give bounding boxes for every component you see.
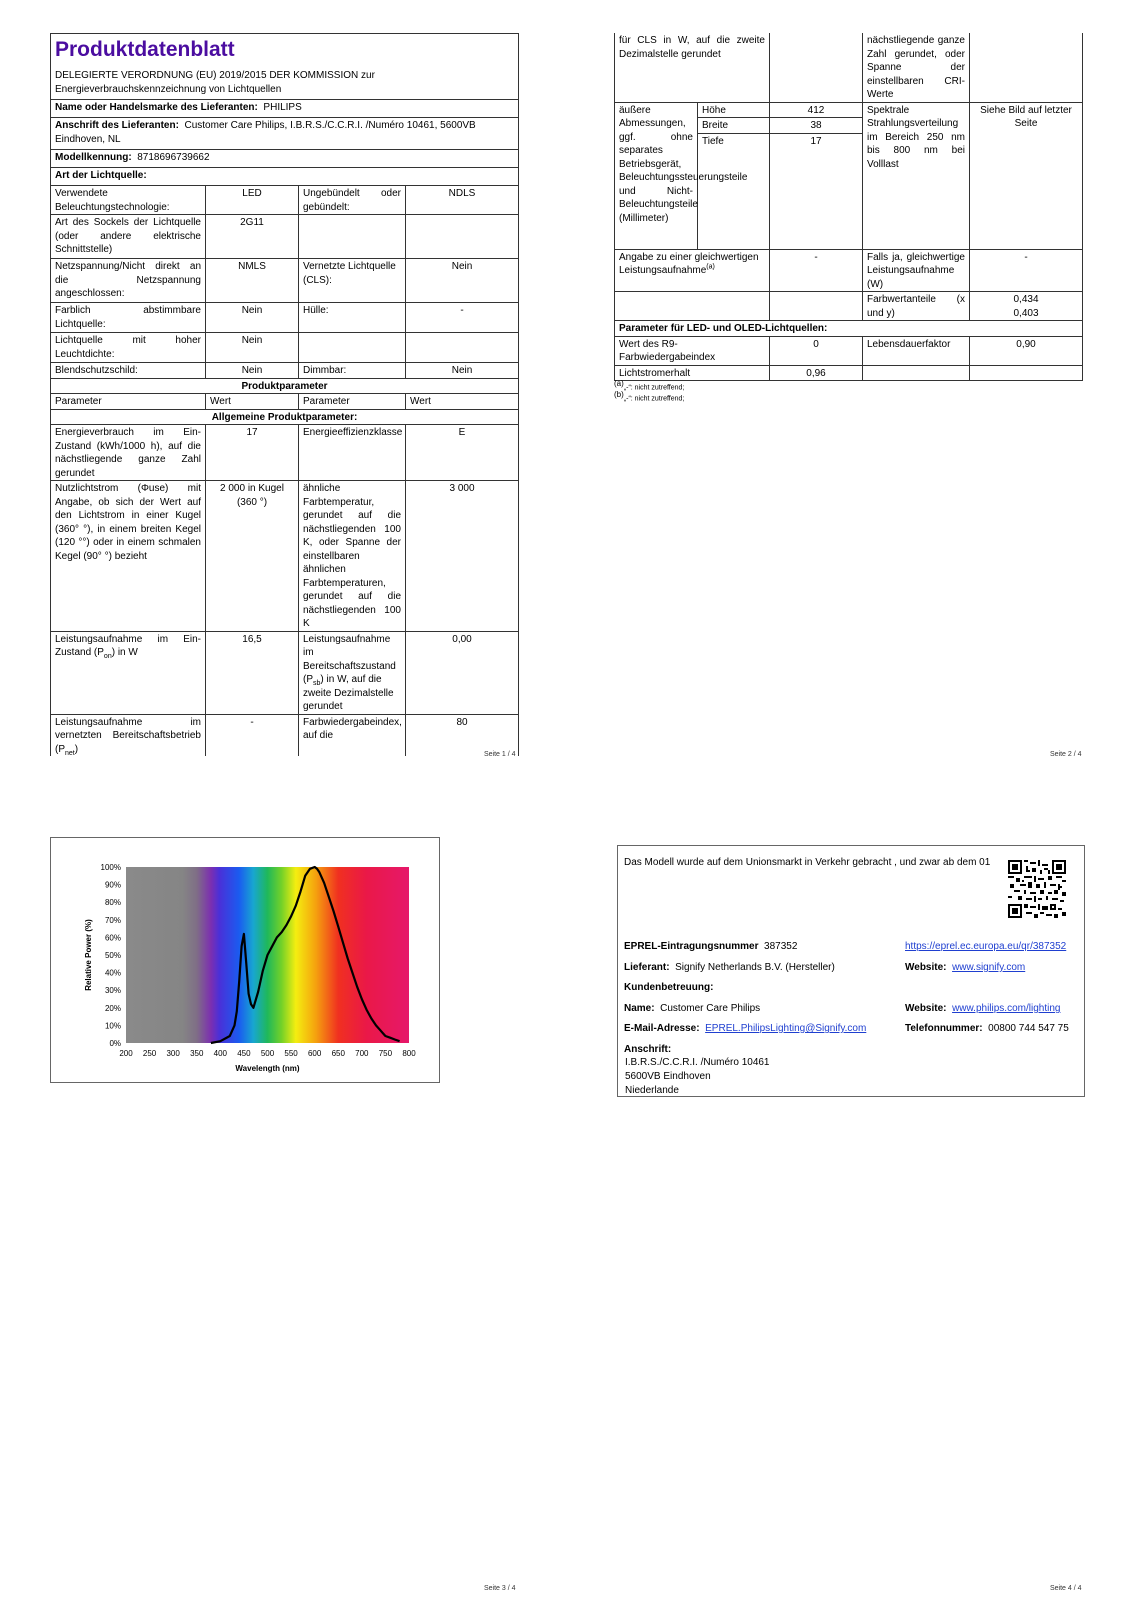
life-label: Lebensdauerfaktor [863,336,970,365]
equiv-power-label: Falls ja, gleichwertige Leistungsaufnahme (W) [863,249,970,292]
phone-value: 00800 744 547 75 [988,1023,1069,1034]
eprel-label: EPREL-Eintragungsnummer [624,941,759,952]
x-tick-label: 650 [331,1049,345,1058]
row-label: ähnliche Farbtemperatur, gerundet auf die nächstliegenden 100 K, oder Spanne der einstellbaren ähnlichen Farbtemperaturen, gerundet auf die nächstliegenden 100 K [299,481,406,632]
chroma-label: Farbwertanteile (x und y) [863,292,970,321]
flux-value: 0,96 [770,365,863,381]
website-row-2 [905,1003,1060,1014]
y-tick-label: 90% [104,880,121,890]
x-tick-label: 500 [260,1049,275,1058]
supplier-value: Signify Netherlands B.V. (Hersteller) [675,962,835,973]
table-row [51,631,519,714]
dim-name: Höhe [698,102,770,118]
website-link-philips[interactable]: www.philips.com/lighting [952,1003,1061,1014]
y-tick-label: 40% [104,968,121,978]
equiv-power-value: - [970,249,1083,292]
care-heading: Kundenbetreuung: [624,982,714,993]
eprel-row [624,941,797,952]
dims-label: äußere Abmessungen, ggf. ohne separates Betriebsgerät, Beleuchtungssteuerungsteile und Nicht-Beleuchtungsteile (Millimeter) [615,102,698,249]
address-value: Customer Care Philips, I.B.R.S./C.C.R.I. /Numéro 10461, 5600VB Eindhoven, NL [55,120,476,145]
r9-value: 0 [770,336,863,365]
row-label: Lichtquelle mit hoher Leuchtdichte: [51,333,206,363]
row-label: Leistungsaufnahme im Ein-Zustand $(P_{on})$ in W [51,631,206,714]
website-row-1 [905,962,1025,973]
y-tick-label: 10% [104,1021,121,1031]
dim-value: 17 [770,133,863,249]
eprel-value: 387352 [764,941,798,952]
address-line-3: Niederlande [625,1085,679,1096]
row-label: nächstliegende ganze Zahl gerundet, oder Spanne der einstellbaren CRI-Werte [863,33,970,102]
page-number-1: Seite 1 / 4 [484,751,516,758]
x-tick-label: 200 [119,1049,133,1058]
address-line-1: I.B.R.S./C.C.R.I. /Numéro 10461 [625,1057,770,1068]
r9-label: Wert des R9-Farbwiedergabeindex [615,336,770,365]
dim-name: Tiefe [698,133,770,249]
row-value: 2 000 in Kugel (360 °) [206,481,299,632]
table-row [51,259,519,303]
row-label: Art des Sockels der Lichtquelle (oder andere elektrische Schnittstelle) [51,215,206,259]
y-tick-label: 70% [104,915,121,925]
x-tick-label: 300 [166,1049,180,1058]
model-label: Modellkennung: [55,152,132,163]
table-row [51,186,519,215]
y-tick-label: 30% [104,986,121,996]
general-params-heading: Allgemeine Produktparameter: [51,409,519,425]
datasheet-table-page1 [50,33,519,756]
row-value [770,33,863,102]
page-title: Produktdatenblatt [55,38,235,61]
supplier-value: PHILIPS [263,102,302,113]
supplier-row [624,962,835,973]
y-tick-label: 20% [104,1003,121,1013]
datasheet-table-page2 [614,33,1083,381]
table-row [615,249,1083,292]
row-label: Ungebündelt oder gebündelt: [299,186,406,215]
flux-label: Lichtstromerhalt [615,365,770,381]
page-number-4: Seite 4 / 4 [1050,1585,1082,1592]
address-label: Anschrift des Lieferanten: [55,120,179,131]
row-label [299,215,406,259]
row-value: Nein [206,363,299,379]
row-value: 2G11 [206,215,299,259]
row-label: für CLS in W, auf die zweite Dezimalstelle gerundet [615,33,770,102]
y-tick-label: 50% [104,951,121,960]
supplier-label: Name oder Handelsmarke des Lieferanten: [55,102,258,113]
chroma-values: 0,434 0,403 [970,292,1083,321]
eprel-info-box [617,845,1085,1097]
page-2 [614,33,1082,403]
table-row [51,333,519,363]
row-value: Nein [406,259,519,303]
equiv-label: Angabe zu einer gleichwertigen Leistungsaufnahme$^{(a)}$ [615,249,770,292]
supplier-label: Lieferant: [624,962,670,973]
row-value [406,215,519,259]
email-row [624,1023,866,1034]
equiv-value: - [770,249,863,292]
spectral-label: Spektrale Strahlungsverteilung im Bereich 250 nm bis 800 nm bei Volllast [863,102,970,249]
x-axis-label: Wavelength (nm) [235,1064,300,1073]
col-header-value: Wert [406,394,519,410]
footnote-a: $^{(a)}$„-“: nicht zutreffend; [614,379,685,392]
x-tick-label: 250 [142,1049,157,1058]
page-number-2: Seite 2 / 4 [1050,751,1082,758]
table-row [51,425,519,481]
address-line-2: 5600VB Eindhoven [625,1071,711,1082]
address-label: Anschrift: [624,1044,672,1055]
x-tick-label: 550 [284,1049,298,1058]
row-label: Farbwiedergabeindex, auf die [299,714,406,756]
email-link[interactable]: EPREL.PhilipsLighting@Signify.com [705,1023,867,1034]
column-header-row [51,394,519,410]
row-label: Leistungsaufnahme im Bereitschaftszustand $(P_{sb})$ in W, auf die zweite Dezimalstelle gerundet [299,631,406,714]
col-header-value: Wert [206,394,299,410]
y-tick-label: 80% [104,898,121,908]
phone-row [905,1023,1069,1034]
row-value: 3 000 [406,481,519,632]
model-value: 8718696739662 [137,152,210,163]
product-params-heading: Produktparameter [51,378,519,394]
row-label [299,333,406,363]
market-text: Das Modell wurde auf dem Unionsmarkt in Verkehr gebracht , und zwar ab dem 01 [624,857,991,868]
spectrum-chart [51,838,439,1082]
website-label: Website: [905,962,947,973]
row-label: Verwendete Beleuchtungstechnologie: [51,186,206,215]
table-row [51,303,519,333]
row-label: Dimmbar: [299,363,406,379]
eprel-link[interactable]: https://eprel.ec.europa.eu/qr/387352 [905,941,1067,952]
table-row [615,336,1083,365]
table-row [615,102,1083,118]
row-value [406,333,519,363]
row-value: LED [206,186,299,215]
row-value: Nein [206,333,299,363]
phone-label: Telefonnummer: [905,1023,983,1034]
row-label: Vernetzte Lichtquelle (CLS): [299,259,406,303]
table-row [51,481,519,632]
x-tick-label: 700 [355,1049,369,1058]
spectral-value: Siehe Bild auf letzter Seite [970,102,1083,249]
y-axis-label: Relative Power (%) [84,919,93,991]
type-heading: Art der Lichtquelle: [51,168,519,186]
page-1 [50,33,518,756]
table-row [615,292,1083,321]
x-tick-label: 350 [190,1049,204,1058]
y-tick-label: 100% [100,863,121,872]
row-value: 80 [406,714,519,756]
led-params-heading: Parameter für LED- und OLED-Lichtquellen: [615,321,1083,337]
footnote-b: $^{(b)}$„-“: nicht zutreffend; [614,390,685,403]
row-label: Nutzlichtstrom (Φuse) mit Angabe, ob sich der Wert auf den Lichtstrom in einer Kugel (360° °), in einem breiten Kegel (120 °°) oder in einem schmalen Kegel (90° °) bezieht [51,481,206,632]
row-label: Netzspannung/Nicht direkt an die Netzspannung angeschlossen: [51,259,206,303]
y-tick-label: 60% [104,933,121,943]
row-label: Blendschutzschild: [51,363,206,379]
row-label: Energieeffizienzklasse [299,425,406,481]
dim-name: Breite [698,118,770,134]
dim-value: 412 [770,102,863,118]
col-header-param: Parameter [299,394,406,410]
row-value: - [406,303,519,333]
row-label: Hülle: [299,303,406,333]
website-link-signify[interactable]: www.signify.com [952,962,1026,973]
row-value: 16,5 [206,631,299,714]
col-header-param: Parameter [51,394,206,410]
row-label: Leistungsaufnahme im vernetzten Bereitschaftsbetrieb $(P_{net})$ [51,714,206,756]
x-tick-label: 450 [237,1049,251,1058]
row-value: Nein [406,363,519,379]
row-value: 17 [206,425,299,481]
name-value: Customer Care Philips [660,1003,761,1014]
life-value: 0,90 [970,336,1083,365]
x-tick-label: 800 [402,1049,416,1058]
x-tick-label: 400 [213,1049,228,1058]
row-value: Nein [206,303,299,333]
row-label: Farblich abstimmbare Lichtquelle: [51,303,206,333]
page-number-3: Seite 3 / 4 [484,1585,516,1592]
table-row [615,365,1083,381]
email-label: E-Mail-Adresse: [624,1023,700,1034]
row-value: 0,00 [406,631,519,714]
name-row [624,1003,760,1014]
row-value: E [406,425,519,481]
spectrum-chart-frame [50,837,440,1083]
row-value: NDLS [406,186,519,215]
row-value: NMLS [206,259,299,303]
x-tick-label: 600 [307,1049,322,1058]
name-label: Name: [624,1003,655,1014]
regulation-line-1: DELEGIERTE VERORDNUNG (EU) 2019/2015 DER KOMMISSION zur [55,70,375,81]
qr-code-icon[interactable] [1008,860,1066,918]
dim-value: 38 [770,118,863,134]
table-row [615,33,1083,102]
row-value: - [206,714,299,756]
website-label: Website: [905,1003,947,1014]
y-tick-label: 0% [109,1039,121,1048]
x-tick-label: 750 [378,1049,393,1058]
table-row [51,714,519,756]
row-label: Energieverbrauch im Ein-Zustand (kWh/1000 h), auf die nächstliegende ganze Zahl gerundet [51,425,206,481]
regulation-line-2: Energieverbrauchskennzeichnung von Lichtquellen [55,83,282,95]
row-value [970,33,1083,102]
table-row [51,215,519,259]
table-row [51,363,519,379]
